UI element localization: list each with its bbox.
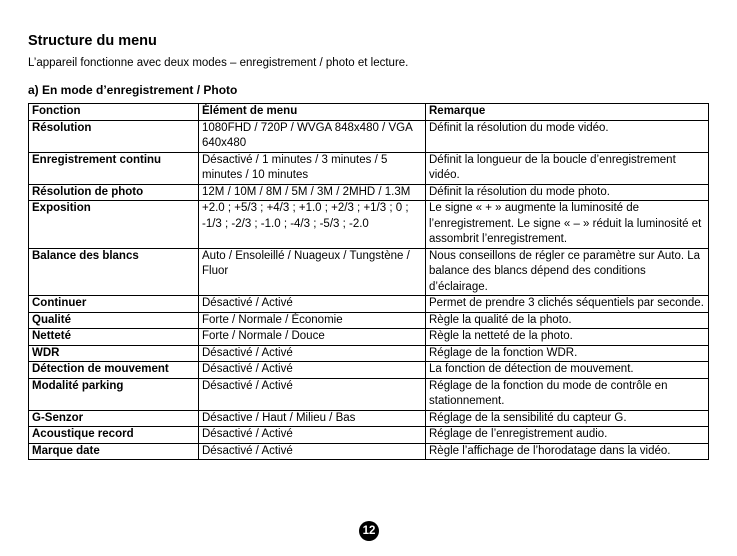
cell-fonction: Acoustique record: [29, 427, 199, 444]
header-element: Élément de menu: [199, 104, 426, 121]
table-row: [29, 248, 709, 296]
table-row: [29, 296, 709, 313]
cell-element: 12M / 10M / 8M / 5M / 3M / 2MHD / 1.3M: [199, 184, 426, 201]
cell-remarque: Réglage de la fonction WDR.: [426, 345, 709, 362]
table-row: [29, 152, 709, 184]
cell-fonction: Résolution de photo: [29, 184, 199, 201]
cell-element: +2.0 ; +5/3 ; +4/3 ; +1.0 ; +2/3 ; +1/3 ; 0 ; -1/3 ; -2/3 ; -1.0 ; -4/3 ; -5/3 ; -2.0: [199, 201, 426, 249]
cell-fonction: Qualité: [29, 312, 199, 329]
cell-fonction: Netteté: [29, 329, 199, 346]
cell-element: Désactivé / Activé: [199, 362, 426, 379]
cell-remarque: Définit la résolution du mode photo.: [426, 184, 709, 201]
table-row: [29, 120, 709, 152]
page-title: Structure du menu: [28, 33, 157, 49]
cell-element: 1080FHD / 720P / WVGA 848x480 / VGA 640x480: [199, 120, 426, 152]
table-row: [29, 427, 709, 444]
cell-element: Forte / Normale / Économie: [199, 312, 426, 329]
cell-remarque: Réglage de l’enregistrement audio.: [426, 427, 709, 444]
cell-element: Désactivé / Activé: [199, 296, 426, 313]
cell-fonction: Résolution: [29, 120, 199, 152]
cell-remarque: Réglage de la sensibilité du capteur G.: [426, 410, 709, 427]
cell-element: Auto / Ensoleillé / Nuageux / Tungstène / Fluor: [199, 248, 426, 296]
cell-remarque: Règle la netteté de la photo.: [426, 329, 709, 346]
cell-fonction: Marque date: [29, 443, 199, 460]
cell-remarque: Le signe « + » augmente la luminosité de l’enregistrement. Le signe « – » réduit la luminosité et assombrit l’enregistrement.: [426, 201, 709, 249]
cell-element: Désactivé / Activé: [199, 443, 426, 460]
cell-fonction: Détection de mouvement: [29, 362, 199, 379]
intro-text: L’appareil fonctionne avec deux modes – enregistrement / photo et lecture.: [28, 57, 409, 69]
cell-fonction: Enregistrement continu: [29, 152, 199, 184]
cell-fonction: Continuer: [29, 296, 199, 313]
header-remarque: Remarque: [426, 104, 709, 121]
cell-fonction: Balance des blancs: [29, 248, 199, 296]
table-body: [29, 120, 709, 460]
cell-fonction: Exposition: [29, 201, 199, 249]
cell-fonction: WDR: [29, 345, 199, 362]
table-header-row: [29, 104, 709, 121]
cell-element: Désactivé / Activé: [199, 345, 426, 362]
cell-element: Désactivé / Activé: [199, 427, 426, 444]
cell-remarque: Réglage de la fonction du mode de contrôle en stationnement.: [426, 378, 709, 410]
table-row: [29, 329, 709, 346]
table-row: [29, 362, 709, 379]
table-row: [29, 184, 709, 201]
cell-remarque: La fonction de détection de mouvement.: [426, 362, 709, 379]
header-fonction: Fonction: [29, 104, 199, 121]
cell-fonction: G-Senzor: [29, 410, 199, 427]
cell-remarque: Règle la qualité de la photo.: [426, 312, 709, 329]
table-row: [29, 312, 709, 329]
table-row: [29, 443, 709, 460]
cell-element: Désactivé / 1 minutes / 3 minutes / 5 minutes / 10 minutes: [199, 152, 426, 184]
cell-element: Forte / Normale / Douce: [199, 329, 426, 346]
cell-remarque: Règle l’affichage de l’horodatage dans la vidéo.: [426, 443, 709, 460]
cell-element: Désactive / Haut / Milieu / Bas: [199, 410, 426, 427]
cell-remarque: Permet de prendre 3 clichés séquentiels par seconde.: [426, 296, 709, 313]
menu-structure-table: [28, 103, 709, 460]
cell-remarque: Nous conseillons de régler ce paramètre sur Auto. La balance des blancs dépend des conditions d’éclairage.: [426, 248, 709, 296]
page-number-badge: 12: [359, 521, 379, 541]
section-title: a) En mode d’enregistrement / Photo: [28, 83, 238, 97]
table-row: [29, 201, 709, 249]
cell-remarque: Définit la longueur de la boucle d’enregistrement vidéo.: [426, 152, 709, 184]
cell-element: Désactivé / Activé: [199, 378, 426, 410]
cell-remarque: Définit la résolution du mode vidéo.: [426, 120, 709, 152]
table-row: [29, 410, 709, 427]
table-row: [29, 345, 709, 362]
cell-fonction: Modalité parking: [29, 378, 199, 410]
table-row: [29, 378, 709, 410]
